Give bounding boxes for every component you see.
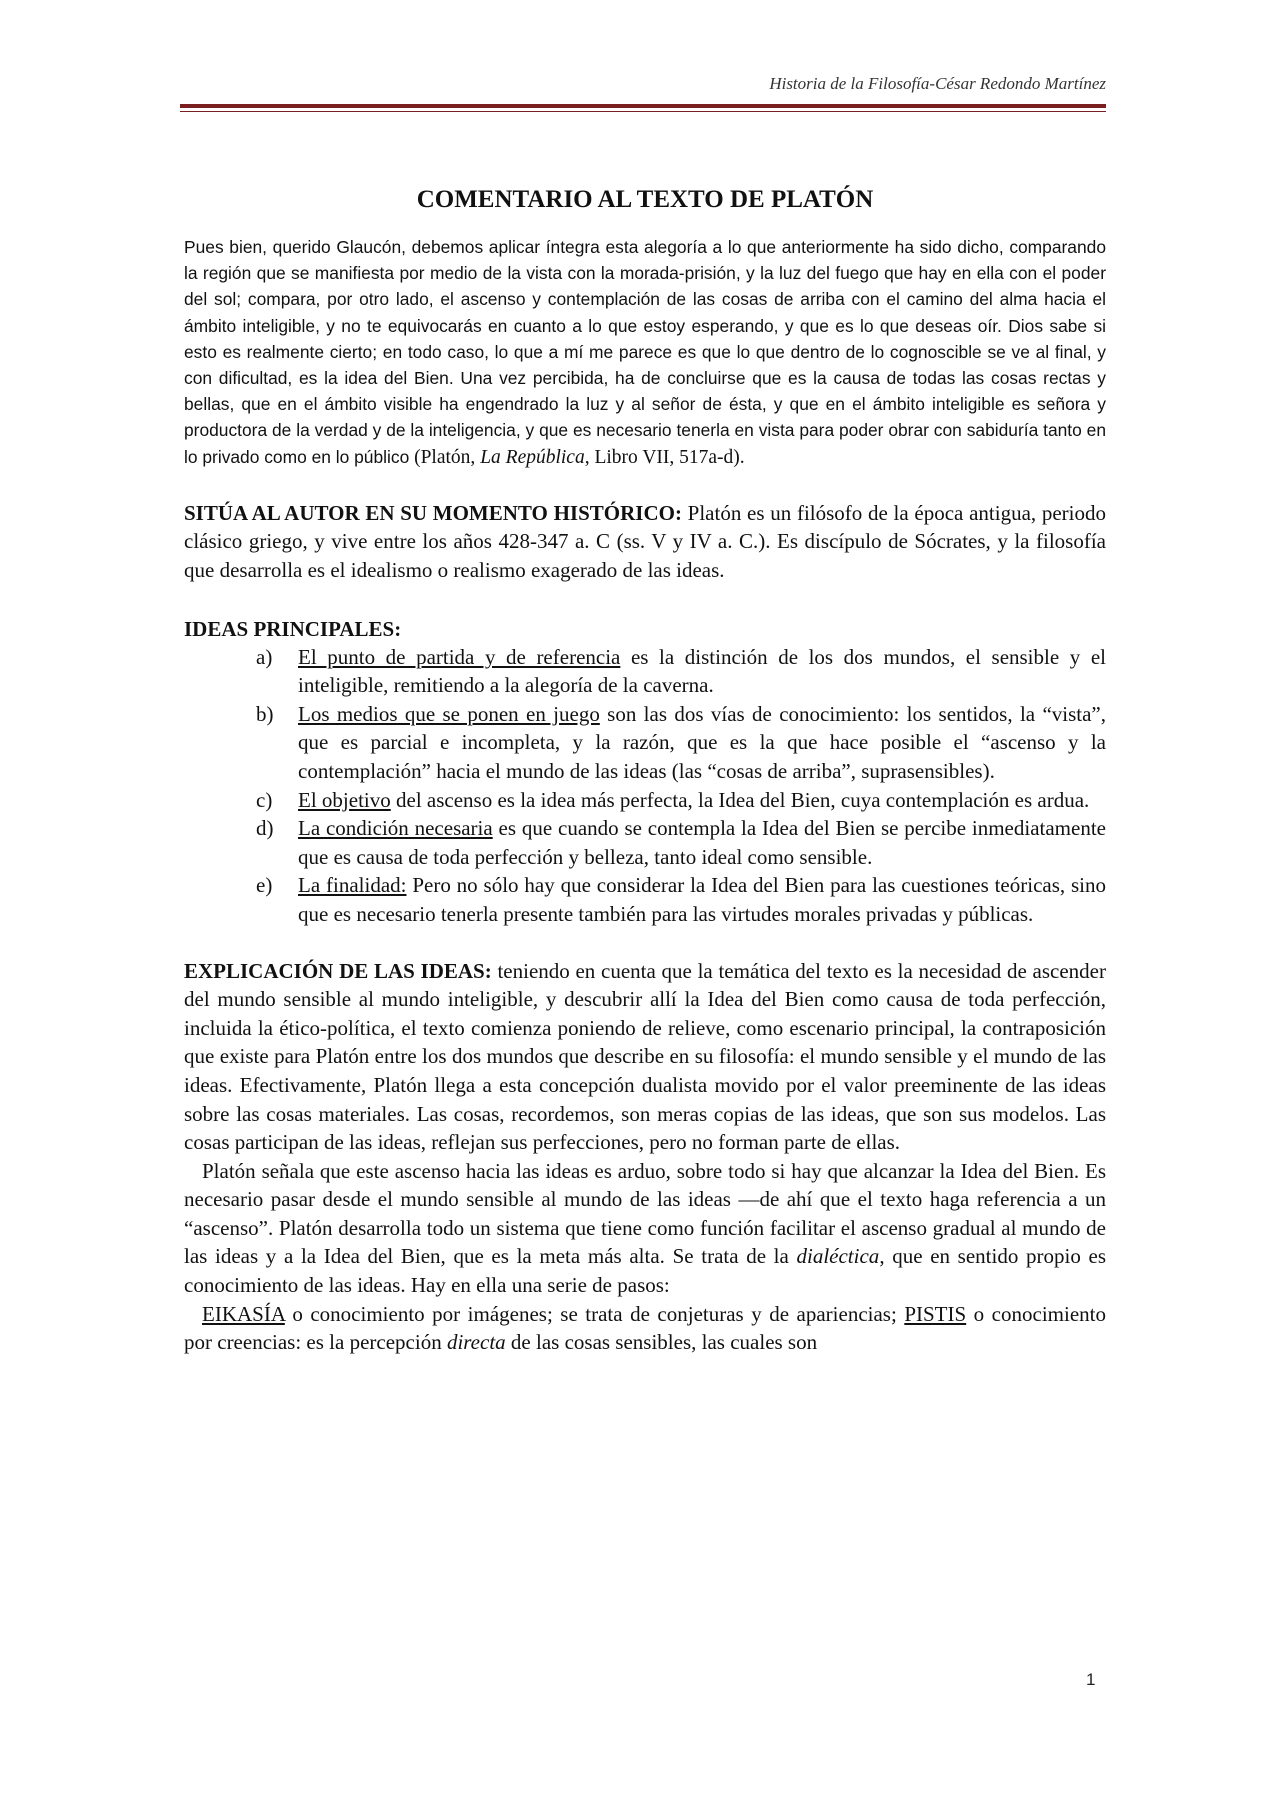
eikasia-term: EIKASÍA: [202, 1301, 285, 1326]
idea-text: Pero no sólo hay que considerar la Idea del Bien para las cuestiones teóricas, sino que es necesario tenerla presente también para las virtudes morales privadas y públicas.: [298, 873, 1106, 926]
page-number: 1: [1086, 1670, 1096, 1689]
citation-work: La República: [480, 446, 585, 468]
dialectica-term: dialéctica: [796, 1244, 880, 1269]
idea-marker: d): [256, 816, 274, 841]
header-rule-thick: [180, 104, 1106, 108]
idea-item-d: [256, 814, 1106, 871]
plato-quote: [184, 234, 1106, 471]
quote-text: Pues bien, querido Glaucón, debemos aplicar íntegra esta alegoría a lo que anteriormente ha sido dicho, comparando la región que se manifiesta por medio de la vista con la morada-prisión, y la luz del fuego que hay en ella con el poder del sol; compara, por otro lado, el ascenso y contemplación de las cosas de arriba con el camino del alma hacia el ámbito inteligible, y no te equivocarás en cuanto a lo que estoy esperando, y que es lo que deseas oír. Dios sabe si esto es realmente cierto; en todo caso, lo que a mí me parece es que lo que dentro de lo cognoscible se ve al final, y con dificultad, es la idea del Bien. Una vez percibida, ha de concluirse que es la causa de todas las cosas rectas y bellas, que en el ámbito visible ha engendrado la luz y al señor de ésta, y que en el ámbito inteligible es señora y productora de la verdad y de la inteligencia, y que es necesario tenerla en vista para poder obrar con sabiduría tanto en lo privado como en lo público: [184, 237, 1106, 467]
idea-marker: a): [256, 644, 273, 669]
idea-item-a: [256, 643, 1106, 700]
idea-lead: La finalidad:: [298, 873, 407, 898]
header-rule-thin: [180, 111, 1106, 112]
idea-text: son las dos vías de conocimiento: los sentidos, la “vista”, que es parcial e incompleta, y la razón, que es la que hace posible el “ascenso y la contemplación” hacia el mundo de las ideas (las “cosas de arriba”, suprasensibles).: [298, 701, 1106, 783]
idea-lead: El objetivo: [298, 787, 391, 812]
idea-lead: El punto de partida y de referencia: [298, 644, 621, 669]
pistis-term: PISTIS: [904, 1301, 967, 1326]
page-title: COMENTARIO AL TEXTO DE PLATÓN: [416, 186, 874, 213]
ideas-list: [184, 643, 1106, 929]
page-content: [184, 186, 1106, 1357]
idea-item-c: [256, 786, 1106, 815]
explanation-text-1: teniendo en cuenta que la temática del texto es la necesidad de ascender del mundo sensible al mundo inteligible, y descubrir allí la Idea del Bien como causa de toda perfección, incluida la ético-política, el texto comienza poniendo de relieve, como escenario principal, la contraposición que existe para Platón entre los dos mundos que describe en su filosofía: el mundo sensible y el mundo de las ideas. Efectivamente, Platón llega a esta concepción dualista movido por el valor preeminente de las ideas sobre las cosas materiales. Las cosas, recordemos, son meras copias de las ideas, que son sus modelos. Las cosas participan de las ideas, reflejan sus perfecciones, pero no forman parte de ellas.: [184, 958, 1106, 1155]
ideas-heading: IDEAS PRINCIPALES:: [184, 616, 402, 641]
author-text: Platón es un filósofo de la época antigua, periodo clásico griego, y vive entre los años 428-347 a. C (ss. V y IV a. C.). Es discípulo de Sócrates, y la filosofía que desarrolla es el idealismo o realismo exagerado de las ideas.: [184, 500, 1107, 583]
idea-marker: e): [256, 873, 273, 898]
idea-item-b: [256, 700, 1106, 786]
idea-text: es la distinción de los dos mundos, el sensible y el inteligible, remitiendo a la alegoría de la caverna.: [298, 644, 1106, 698]
idea-lead: Los medios que se ponen en juego: [298, 701, 600, 726]
author-section: [184, 499, 1106, 585]
idea-text: es que cuando se contempla la Idea del Bien se percibe inmediatamente que es causa de toda perfección y belleza, tanto ideal como sensible.: [298, 816, 1106, 869]
author-heading: SITÚA AL AUTOR EN SU MOMENTO HISTÓRICO:: [184, 500, 682, 525]
idea-text: del ascenso es la idea más perfecta, la Idea del Bien, cuya contemplación es ardua.: [390, 787, 1090, 812]
explanation-paragraph-3: EIKASÍA o conocimiento por imágenes; se trata de conjeturas y de apariencias; PISTIS o conocimiento por creencias: es la percepción directa de las cosas sensibles, las cuales son: [184, 1301, 1106, 1355]
explanation-paragraph-1: [184, 957, 1106, 1157]
idea-lead: La condición necesaria: [298, 816, 493, 841]
idea-item-e: [256, 871, 1106, 928]
explanation-heading: EXPLICACIÓN DE LAS IDEAS:: [184, 958, 492, 983]
directa-term: directa: [446, 1330, 506, 1355]
quote-citation: (Platón, La República, Libro VII, 517a-d).: [414, 446, 745, 468]
explanation-paragraph-2: Platón señala que este ascenso hacia las ideas es arduo, sobre todo si hay que alcanzar la Idea del Bien. Es necesario pasar desde el mundo sensible al mundo de las ideas —de ahí que el texto haga referencia a un “ascenso”. Platón desarrolla todo un sistema que tiene como función facilitar el ascenso gradual al mundo de las ideas y a la Idea del Bien, que es la meta más alta. Se trata de la dialéctica, que en sentido propio es conocimiento de las ideas. Hay en ella una serie de pasos:: [184, 1158, 1106, 1298]
idea-marker: c): [256, 787, 273, 812]
idea-marker: b): [256, 701, 274, 726]
running-header: Historia de la Filosofía-César Redondo Martínez: [769, 74, 1106, 93]
